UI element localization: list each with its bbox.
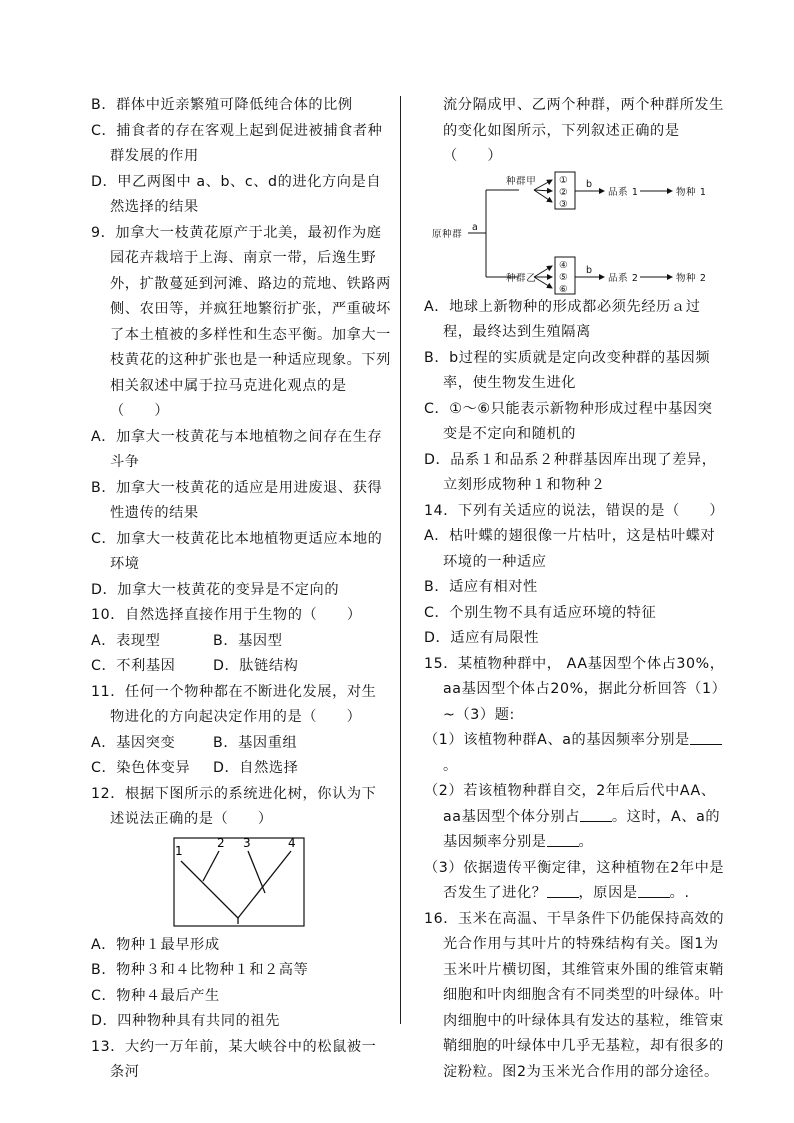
- q9-option-b: B．加拿大一枝黄花的适应是用进废退、获得性遗传的结果: [91, 479, 383, 521]
- q15-sub2: [424, 779, 726, 856]
- q13-option-c: C．①～⑥只能表示新物种形成过程中基因突变是不定向和随机的: [424, 400, 713, 442]
- q15-stem: 15．某植物种群中， AA基因型个体占30%，aa基因型个体占20%，据此分析回答（1）~（3）题:: [424, 655, 725, 723]
- q15-sub1-end: 。: [443, 757, 458, 774]
- q13-option-a: A．地球上新物种的形成都必须先经历ａ过程，最终达到生殖隔离: [424, 298, 701, 340]
- species-2-label: 物种 2: [676, 272, 707, 284]
- species-1-label: 物种 1: [676, 186, 707, 198]
- q9-option-a: A．加拿大一枝黄花与本地植物之间存在生存斗争: [91, 428, 383, 470]
- tree-label-1: 1: [175, 843, 184, 858]
- process-b-label-1: b: [586, 178, 593, 190]
- q10-option-c: C．不利基因: [91, 658, 176, 674]
- q15-sub2-end: 。: [578, 834, 594, 850]
- q9-option-c: C．加拿大一枝黄花比本地植物更适应本地的环境: [91, 530, 383, 572]
- column-divider: [400, 96, 401, 1024]
- q11-options-row1: [91, 731, 391, 757]
- q14-stem: 14．下列有关适应的说法，错误的是（ ）: [424, 502, 725, 519]
- q12-option-b: B．物种３和４比物种１和２高等: [91, 962, 309, 978]
- circle-2: ②: [559, 186, 569, 198]
- q14-option-d: D．适应有局限性: [424, 630, 540, 646]
- q10-option-b: B．基因型: [213, 632, 283, 649]
- q12-stem: 12．根据下图所示的系统进化树，你认为下述说法正确的是（ ）: [91, 785, 377, 827]
- origin-population-label: 原种群: [432, 228, 463, 240]
- q15-sub3-text: （3）依据遗传平衡定律，这种植物在2年中是否发生了进化？: [424, 859, 725, 901]
- q9-option-d: D．加拿大一枝黄花的变异是不定向的: [91, 581, 340, 598]
- q13-option-d: D．品系１和品系２种群基因库出现了差异，立刻形成物种１和物种２: [424, 451, 717, 493]
- q8-option-b: B．群体中近亲繁殖可降低纯合体的比例: [91, 97, 353, 113]
- q10-options-row1: [91, 629, 391, 655]
- q15-sub2-answer-blank-2[interactable]: [547, 832, 579, 847]
- process-b-label-2: b: [586, 264, 593, 276]
- q15-sub1-answer-blank[interactable]: [690, 730, 722, 745]
- tree-label-2: 2: [217, 835, 226, 850]
- q10-options-row2: [91, 654, 391, 680]
- circle-4: ④: [559, 259, 569, 271]
- circle-3: ③: [559, 198, 569, 210]
- q15-sub3-answer-blank-1[interactable]: [547, 883, 579, 898]
- q15-sub1: [424, 728, 726, 779]
- population-yi-label: 种群乙: [506, 272, 537, 284]
- q11-option-c: C．染色体变异: [91, 760, 191, 776]
- circle-5: ⑤: [559, 271, 569, 283]
- q15-sub3-mid: ，原因是: [578, 885, 638, 901]
- left-column: [91, 93, 391, 1086]
- q15-sub3: [424, 856, 726, 907]
- q11-option-b: B．基因重组: [213, 734, 298, 751]
- q15-sub3-answer-blank-2[interactable]: [638, 883, 670, 898]
- q11-option-d: D．自然选择: [213, 760, 299, 776]
- q13-option-b: B．b过程的实质就是定向改变种群的基因频率，使生物发生进化: [424, 349, 711, 391]
- tree-label-4: 4: [288, 835, 297, 850]
- q15-sub2-mid: 。这时，A、a的基因频率分别是: [443, 808, 721, 850]
- q12-option-c: C．物种４最后产生: [91, 987, 220, 1004]
- q12-option-d: D．四种物种具有共同的祖先: [91, 1013, 280, 1029]
- q10-stem: 10．自然选择直接作用于生物的（ ）: [91, 607, 362, 623]
- q11-stem: 11．任何一个物种都在不断进化发展，对生物进化的方向起决定作用的是（ ）: [91, 683, 377, 725]
- phylogenetic-tree-figure: [91, 833, 391, 933]
- q8-option-d: D．甲乙两图中 a、b、c、d的进化方向是自然选择的结果: [91, 173, 382, 215]
- q8-option-c: C．捕食者的存在客观上起到促进被捕食者种群发展的作用: [91, 122, 383, 164]
- right-column: [424, 93, 726, 1085]
- q15-sub3-end: 。.: [669, 885, 690, 901]
- q14-option-c: C．个别生物不具有适应环境的特征: [424, 604, 657, 621]
- q10-option-a: A．表现型: [91, 632, 161, 649]
- q13-stem-continued: 流分隔成甲、乙两个种群，两个种群所发生的变化如图所示，下列叙述正确的是（ ）: [443, 97, 724, 164]
- q11-option-a: A．基因突变: [91, 734, 176, 751]
- q16-stem: 16．玉米在高温、干旱条件下仍能保持高效的光合作用与其叶片的特殊结构有关。图1为玉米叶片横切图，其维管束外围的维管束鞘细胞和叶肉细胞含有不同类型的叶绿体。叶肉细胞中的叶绿体具有发达的基粒，维管束鞘细胞的叶绿体中几乎无基粒，却有很多的淀粉粒。图2为玉米光合作用的部分途径。: [424, 910, 725, 1080]
- q11-options-row2: [91, 756, 391, 782]
- q14-option-a: A．枯叶蝶的翅很像一片枯叶，这是枯叶蝶对环境的一种适应: [424, 528, 716, 570]
- tree-label-3: 3: [243, 835, 252, 850]
- q9-stem: 9．加拿大一枝黄花原产于北美，最初作为庭园花卉栽培于上海、南京一带，后逸生野外，扩散蔓延到河滩、路边的荒地、铁路两侧、农田等，并疯狂地繁衍扩张，严重破坏了本土植被的多样性和生态平衡。加拿大一枝黄花的这种扩张也是一种适应现象。下列相关叙述中属于拉马克进化观点的是（ ）: [91, 224, 391, 419]
- q10-option-d: D．肽链结构: [213, 658, 299, 674]
- circle-1: ①: [559, 174, 569, 186]
- strain-2-label: 品系 2: [608, 272, 639, 284]
- circle-6: ⑥: [559, 283, 569, 295]
- q15-sub2-text: （2）若该植物种群自交，2年后后代中AA、aa基因型个体分别占: [424, 783, 716, 825]
- strain-1-label: 品系 1: [608, 186, 639, 198]
- q14-option-b: B．适应有相对性: [424, 579, 538, 595]
- q15-sub2-answer-blank-1[interactable]: [580, 807, 612, 822]
- speciation-diagram: [424, 170, 724, 295]
- q12-option-a: A．物种１最早形成: [91, 936, 220, 953]
- process-a-label: a: [472, 221, 479, 233]
- population-jia-label: 种群甲: [506, 175, 537, 187]
- q15-sub1-text: （1）该植物种群A、a的基因频率分别是: [424, 732, 690, 748]
- q13-stem-start: 13．大约一万年前，某大峡谷中的松鼠被一条河: [91, 1038, 377, 1080]
